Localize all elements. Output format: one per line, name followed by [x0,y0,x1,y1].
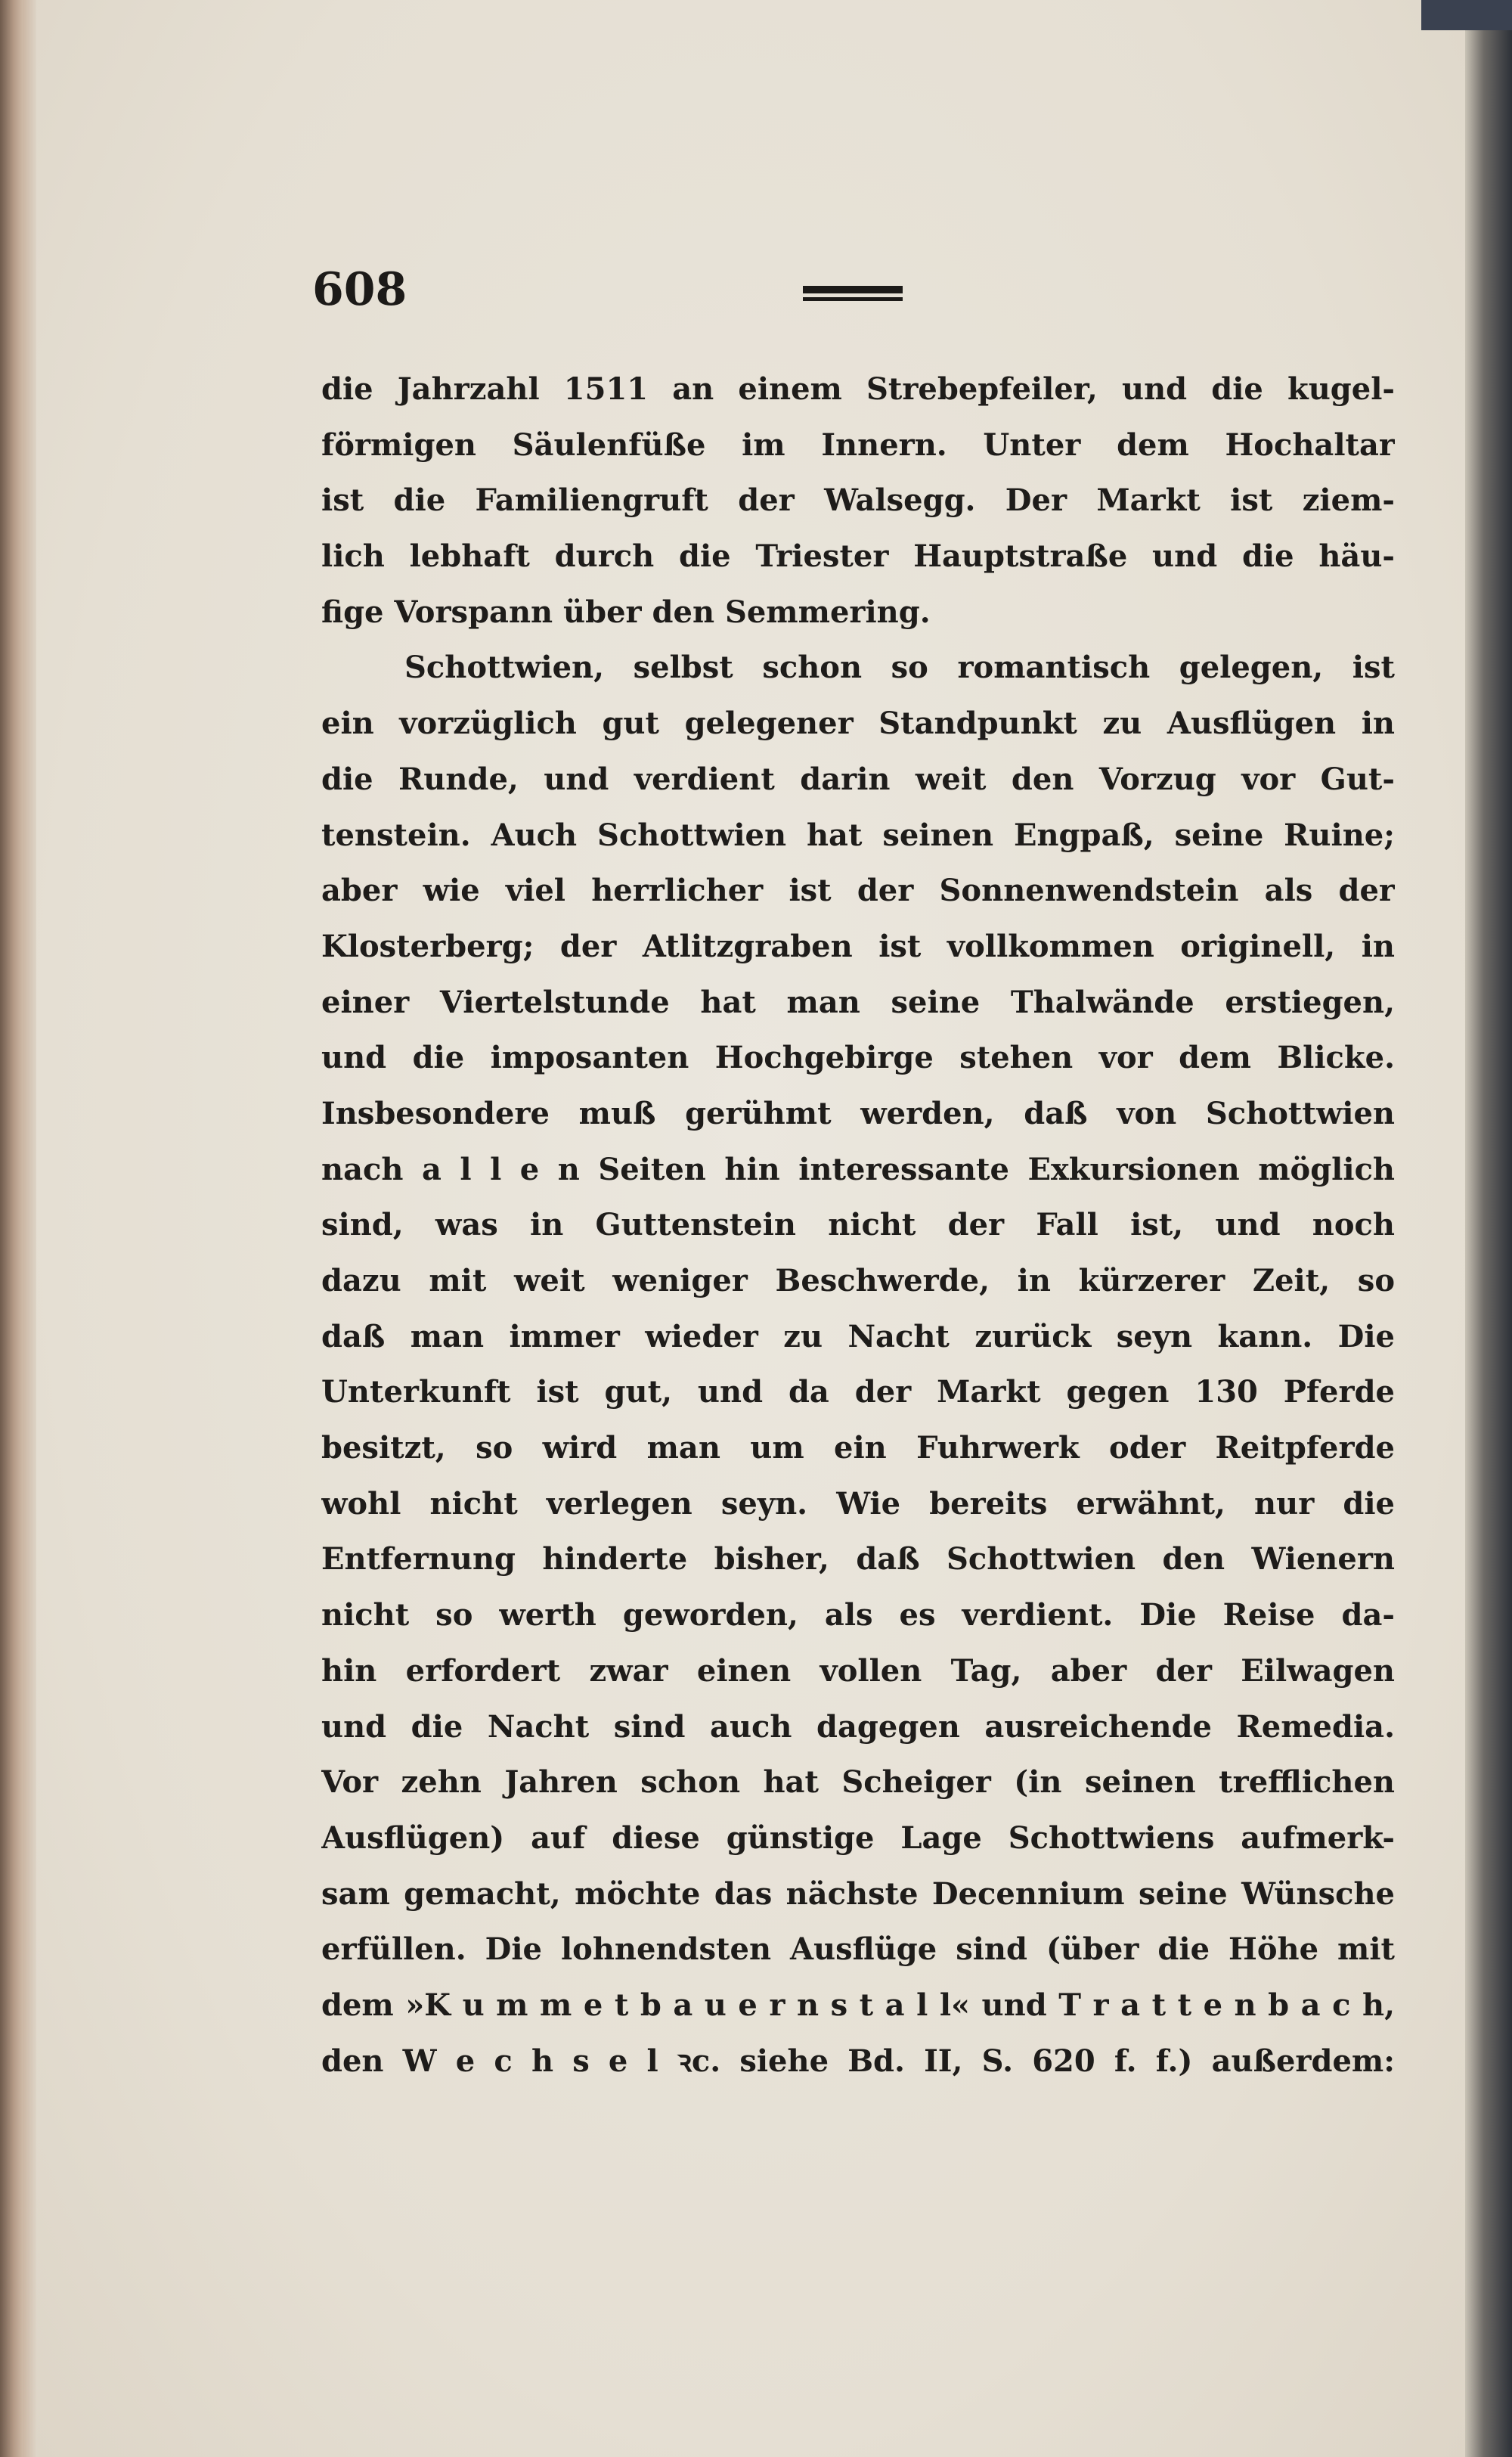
text-line: besitzt, so wird man um ein Fuhrwerk oder Reitpferde [321,1430,1395,1466]
text-line: die Runde, und verdient darin weit den Vorzug vor Gut- [321,761,1395,797]
text-line: ein vorzüglich gut gelegener Standpunkt zu Ausflügen in [321,706,1395,742]
text-line: sam gemacht, möchte das nächste Decennium seine Wünsche [321,1875,1395,1912]
text-line: ist die Familiengruft der Walsegg. Der Markt ist ziem- [321,482,1395,519]
header-rule [803,286,903,293]
book-cover-corner [1421,0,1512,30]
text-line: und die imposanten Hochgebirge stehen vor dem Blicke. [321,1040,1395,1076]
text-line: daß man immer wieder zu Nacht zurück seyn kann. Die [321,1318,1395,1354]
text-line: und die Nacht sind auch dagegen ausreichende Remedia. [321,1708,1395,1745]
text-line: lich lebhaft durch die Triester Hauptstraße und die häu- [321,538,1395,575]
text-line: Schottwien, selbst schon so romantisch gelegen, ist [404,650,1395,686]
header-rule-thin [803,297,903,301]
text-line: Unterkunft ist gut, und da der Markt gegen 130 Pferde [321,1374,1395,1410]
text-line: förmigen Säulenfüße im Innern. Unter dem Hochaltar [321,427,1395,463]
text-line: dem »K u m m e t b a u e r n s t a l l« und T r a t t e n b a c h, [321,1987,1395,2023]
text-line: die Jahrzahl 1511 an einem Strebepfeiler, und die kugel- [321,371,1395,407]
page-gutter [23,0,36,2457]
text-line: nach a l l e n Seiten hin interessante Exkursionen möglich [321,1151,1395,1187]
text-line: fige Vorspann über den Semmering. [321,594,931,630]
page-number: 608 [312,263,407,316]
text-line: aber wie viel herrlicher ist der Sonnenwendstein als der [321,873,1395,909]
text-line: Ausflügen) auf diese günstige Lage Schottwiens aufmerk- [321,1819,1395,1856]
text-line: nicht so werth geworden, als es verdient. Die Reise da- [321,1597,1395,1633]
text-line: Klosterberg; der Atlitzgraben ist vollkommen originell, in [321,928,1395,964]
text-line: erfüllen. Die lohnendsten Ausflüge sind (über die Höhe mit [321,1931,1395,1968]
text-line: tenstein. Auch Schottwien hat seinen Engpaß, seine Ruine; [321,817,1395,853]
book-edge-right [1465,0,1512,2457]
text-line: wohl nicht verlegen seyn. Wie bereits erwähnt, nur die [321,1485,1395,1522]
text-line: Vor zehn Jahren schon hat Scheiger (in seinen trefflichen [321,1764,1395,1801]
text-line: hin erfordert zwar einen vollen Tag, aber der Eilwagen [321,1652,1395,1689]
text-line: dazu mit weit weniger Beschwerde, in kürzerer Zeit, so [321,1263,1395,1298]
text-line: Insbesondere muß gerühmt werden, daß von Schottwien [321,1095,1395,1131]
text-line: sind, was in Guttenstein nicht der Fall ist, und noch [321,1207,1395,1243]
body-text [321,361,1395,2089]
text-line: Entfernung hinderte bisher, daß Schottwien den Wienern [321,1541,1395,1578]
text-line: den W e c h s e l ꝛc. siehe Bd. II, S. 620 f. f.) außerdem: [321,2043,1395,2079]
book-binding-left [0,0,23,2457]
text-line: einer Viertelstunde hat man seine Thalwände erstiegen, [321,984,1395,1020]
